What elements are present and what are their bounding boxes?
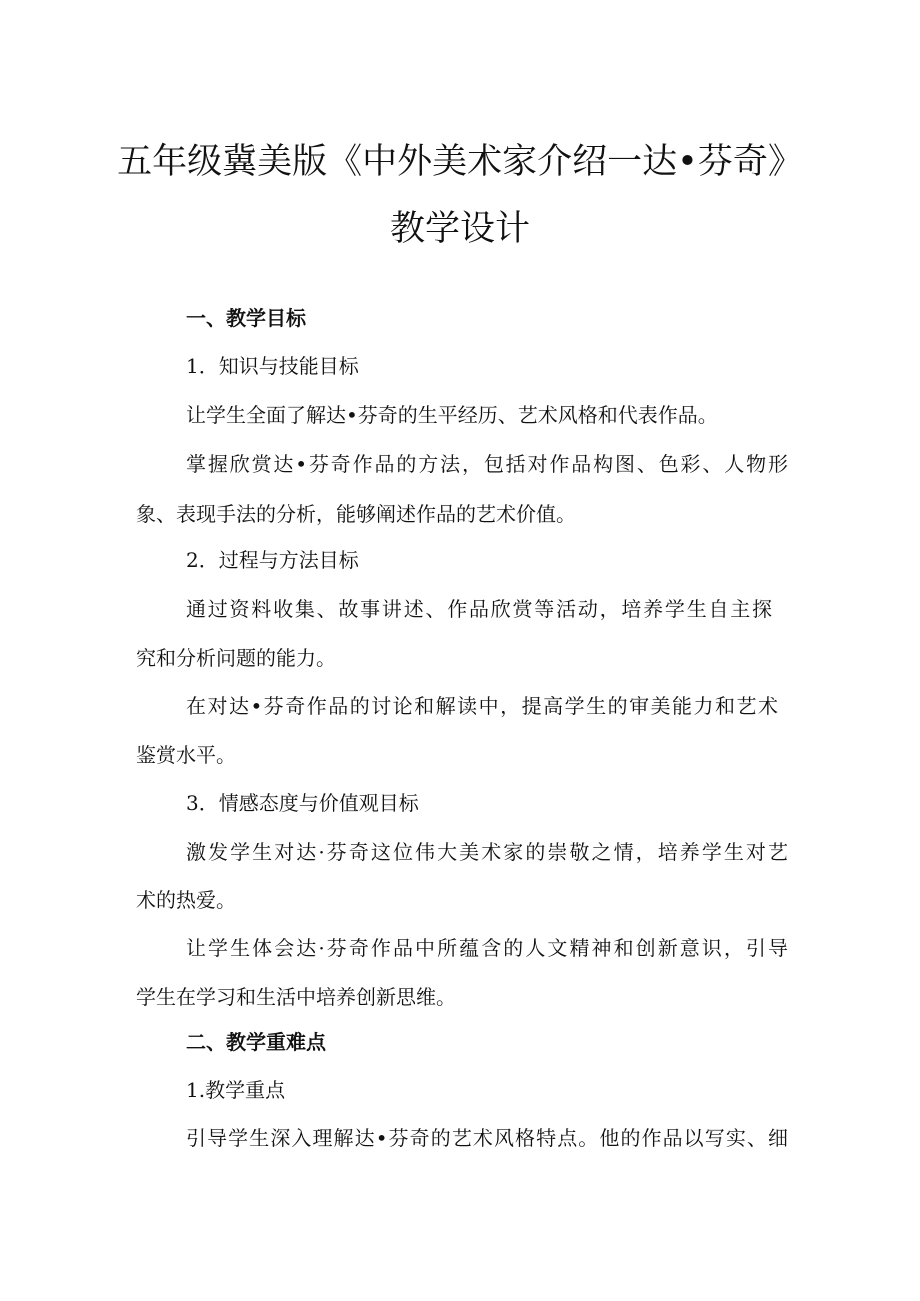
paragraph-knowledge-2-line1: 掌握欣赏达•芬奇作品的方法，包括对作品构图、色彩、人物形 [186,452,788,476]
document-title-line2: 教学设计 [389,209,530,249]
document-title-line1: 五年级冀美版《中外美术家介绍一达•芬奇》 [117,142,803,182]
section-heading-key-difficult-points: 二、教学重难点 [186,1030,326,1054]
section-heading-teaching-goals: 一、教学目标 [186,306,306,330]
paragraph-process-1-line1: 通过资料收集、故事讲述、作品欣赏等活动，培养学生自主探 [186,597,772,621]
subheading-emotion-values: 3．情感态度与价值观目标 [186,791,419,815]
paragraph-focus-1-line1: 引导学生深入理解达•芬奇的艺术风格特点。他的作品以写实、细 [186,1126,788,1150]
paragraph-emotion-1-line2: 术的热爱。 [136,888,236,912]
paragraph-process-1-line2: 究和分析问题的能力。 [136,646,336,670]
paragraph-emotion-2-line2: 学生在学习和生活中培养创新思维。 [136,985,456,1009]
paragraph-emotion-1-line1: 激发学生对达·芬奇这位伟大美术家的崇敬之情，培养学生对艺 [186,840,788,864]
subheading-teaching-focus: 1.教学重点 [186,1078,286,1102]
subheading-knowledge-skills: 1．知识与技能目标 [186,354,359,378]
paragraph-knowledge-2-line2: 象、表现手法的分析，能够阐述作品的艺术价值。 [136,502,576,526]
paragraph-emotion-2-line1: 让学生体会达·芬奇作品中所蕴含的人文精神和创新意识，引导 [186,936,788,960]
paragraph-process-2-line2: 鉴赏水平。 [136,743,236,767]
paragraph-process-2-line1: 在对达•芬奇作品的讨论和解读中，提高学生的审美能力和艺术 [186,694,778,718]
subheading-process-method: 2．过程与方法目标 [186,548,359,572]
paragraph-knowledge-1: 让学生全面了解达•芬奇的生平经历、艺术风格和代表作品。 [186,403,718,427]
